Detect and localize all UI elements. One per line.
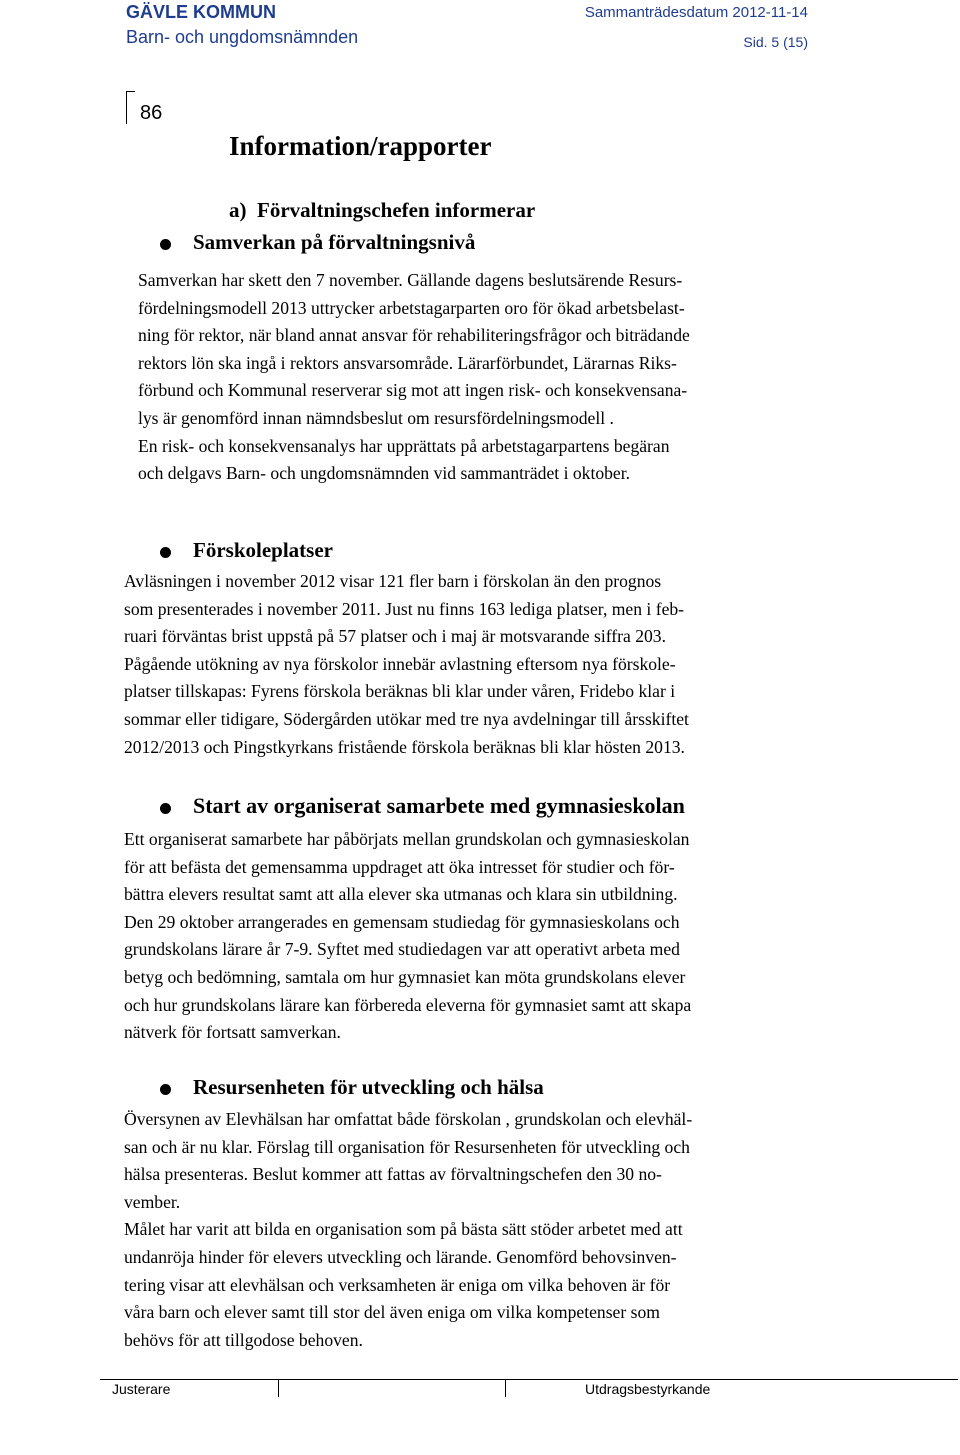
- section-heading-samverkan: Samverkan på förvaltningsnivå: [193, 230, 476, 254]
- body-line: Avläsningen i november 2012 visar 121 fler barn i förskolan än den prognos: [124, 571, 662, 591]
- body-line: behövs för att tillgodose behoven.: [124, 1329, 363, 1350]
- page-number: Sid. 5 (15): [743, 34, 808, 50]
- body-line: san och är nu klar. Förslag till organisation för Resursenheten för utveckling och: [124, 1136, 690, 1157]
- body-line: för att befästa det gemensamma uppdraget att öka intresset för studier och för-: [124, 856, 675, 877]
- body-line: lys är genomförd innan nämndsbeslut om resursfördelningsmodell .: [138, 407, 614, 428]
- organization-name: GÄVLE KOMMUN: [126, 2, 276, 22]
- footer-box-divider: [278, 1379, 279, 1397]
- body-line: fördelningsmodell 2013 uttrycker arbetstagarparten oro för ökad arbetsbelast-: [138, 297, 685, 318]
- body-line: betyg och bedömning, samtala om hur gymnasiet kan möta grundskolans elever: [124, 966, 686, 987]
- section-body-forskoleplatser: [124, 568, 689, 761]
- body-line: Samverkan har skett den 7 november. Gällande dagens beslutsärende Resurs-: [138, 270, 683, 290]
- adjuster-label: Justerare: [112, 1381, 171, 1397]
- body-line: grundskolans lärare år 7-9. Syftet med studiedagen var att operativt arbeta med: [124, 939, 680, 960]
- body-line: och hur grundskolans lärare kan förbereda eleverna för gymnasiet samt att skapa: [124, 994, 692, 1015]
- body-line: som presenterades i november 2011. Just nu finns 163 lediga platser, men i feb-: [124, 598, 685, 619]
- body-line: Den 29 oktober arrangerades en gemensam studiedag för gymnasieskolans och: [124, 911, 680, 932]
- body-line: förbund och Kommunal reserverar sig mot att ingen risk- och konsekvensana-: [138, 380, 688, 401]
- body-line: En risk- och konsekvensanalys har upprättats på arbetstagarpartens begäran: [138, 435, 670, 456]
- footer-box-divider: [505, 1379, 506, 1397]
- body-line: 2012/2013 och Pingstkyrkans fristående förskola beräknas bli klar hösten 2013.: [124, 736, 685, 757]
- section-heading-forskoleplatser: Förskoleplatser: [193, 538, 333, 562]
- body-line: nätverk för fortsatt samverkan.: [124, 1022, 341, 1043]
- section-heading-resursenheten: Resursenheten för utveckling och hälsa: [193, 1075, 544, 1099]
- section-body-samverkan: [124, 267, 690, 488]
- subheading: a) Förvaltningschefen informerar: [229, 198, 536, 222]
- section-heading-gymnasieskolan: Start av organiserat samarbete med gymnasieskolan: [193, 793, 685, 818]
- footer-divider: [100, 1379, 958, 1380]
- body-line: Målet har varit att bilda en organisation som på bästa sätt stöder arbetet med att: [124, 1219, 683, 1240]
- body-line: tering visar att elevhälsan och verksamheten är eniga om vilka behoven är för: [124, 1274, 671, 1295]
- body-line: våra barn och elever samt till stor del även eniga om vilka kompetenser som: [124, 1302, 660, 1323]
- body-line: ruari förväntas brist uppstå på 57 platser och i maj är motsvarande siffra 203.: [124, 626, 666, 647]
- body-line: bättra elevers resultat samt att alla elever ska utmanas och klara sin utbildning.: [124, 884, 678, 905]
- bullet-icon: [160, 239, 171, 250]
- section-body-gymnasieskolan: [124, 826, 691, 1047]
- body-line: hälsa presenteras. Beslut kommer att fattas av förvaltningschefen den 30 no-: [124, 1164, 662, 1185]
- page-title: Information/rapporter: [229, 131, 492, 161]
- body-line: vember.: [124, 1191, 181, 1212]
- body-line: ning för rektor, när bland annat ansvar för rehabiliteringsfrågor och biträdande: [138, 325, 690, 346]
- body-line: Översynen av Elevhälsan har omfattat både förskolan , grundskolan och elevhäl-: [124, 1109, 693, 1129]
- body-line: sommar eller tidigare, Södergården utökar med tre nya avdelningar till årsskiftet: [124, 708, 689, 729]
- body-line: undanröja hinder för elevers utveckling och lärande. Genomförd behovsinven-: [124, 1246, 677, 1267]
- bullet-icon: [160, 1084, 171, 1095]
- body-line: Ett organiserat samarbete har påbörjats mellan grundskolan och gymnasieskolan: [124, 829, 690, 849]
- body-line: Pågående utökning av nya förskolor innebär avlastning eftersom nya förskole-: [124, 653, 676, 674]
- extract-certification-label: Utdragsbestyrkande: [585, 1381, 711, 1397]
- section-body-resursenheten: [124, 1106, 692, 1354]
- body-line: rektors lön ska ingå i rektors ansvarsområde. Lärarförbundet, Lärarnas Riks-: [138, 352, 677, 373]
- department-name: Barn- och ungdomsnämnden: [126, 27, 359, 47]
- body-line: platser tillskapas: Fyrens förskola beräknas bli klar under våren, Fridebo klar i: [124, 681, 676, 702]
- paragraph-marker-bracket: [126, 91, 135, 124]
- body-line: och delgavs Barn- och ungdomsnämnden vid sammanträdet i oktober.: [138, 463, 631, 484]
- bullet-icon: [160, 547, 171, 558]
- paragraph-number: 86: [140, 102, 163, 124]
- meeting-date: Sammanträdesdatum 2012-11-14: [584, 4, 808, 21]
- bullet-icon: [160, 803, 171, 814]
